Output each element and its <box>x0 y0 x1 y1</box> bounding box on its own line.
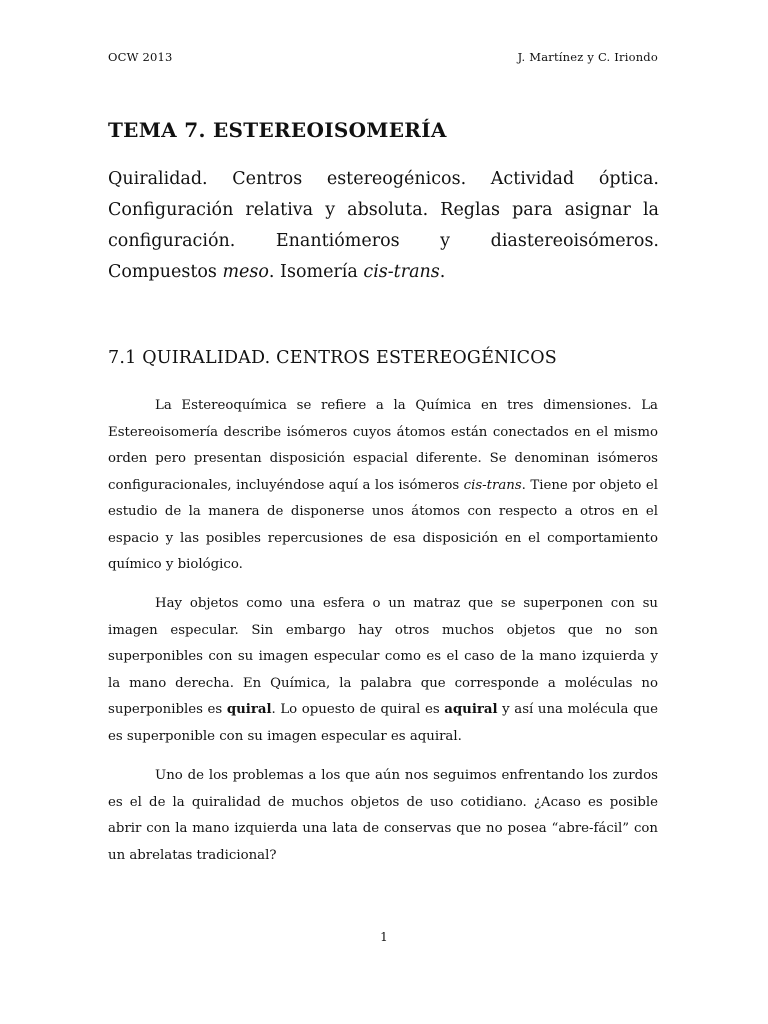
chapter-intro <box>108 164 659 288</box>
term-quiral: quiral <box>226 702 272 717</box>
page-number: 1 <box>380 930 388 944</box>
section-heading: 7.1 QUIRALIDAD. CENTROS ESTEREOGÉNICOS <box>108 348 557 368</box>
intro-segment-italic: cis-trans <box>363 262 440 282</box>
paragraph-segment: Uno de los problemas a los que aún nos seguimos enfrentando los zurdos es el de la quiralidad de muchos objetos de uso cotidiano. ¿Acaso es posible abrir con la mano izquierda una lata de conservas que no posea “abre-fácil” con un abrelatas tradicional? <box>108 768 658 863</box>
paragraph-segment: . Lo opuesto de quiral es <box>271 702 445 717</box>
paragraph-segment: Hay objetos como una esfera o un matraz que se superponen con su imagen especular. Sin embargo hay otros muchos objetos que no son superponibles con su imagen especular como es el caso de la mano izquierda y la mano derecha. En Química, la palabra que corresponde a moléculas no superponibles es <box>108 596 658 717</box>
body-paragraph <box>108 591 658 750</box>
running-header <box>108 50 658 66</box>
paragraph-segment: y así una molécula que es superponible con su imagen especular es aquiral. <box>108 702 659 744</box>
body-paragraph <box>108 763 658 869</box>
intro-segment: . Isomería <box>268 262 364 282</box>
header-course-label: OCW 2013 <box>108 50 173 64</box>
body-paragraph <box>108 393 658 579</box>
chapter-title: TEMA 7. ESTEREOISOMERÍA <box>108 118 447 142</box>
paragraph-segment-italic: cis-trans <box>463 477 522 493</box>
intro-segment-italic: meso <box>222 262 269 282</box>
paragraph-segment: La Estereoquímica se refiere a la Química en tres dimensiones. La Estereoisomería describe isómeros cuyos átomos están conectados en el mismo orden pero presentan disposición espacial diferente. Se denominan isómeros configuracionales, incluyéndose aquí a los isómeros <box>108 398 658 493</box>
paragraph-segment: . Tiene por objeto el estudio de la manera de disponerse unos átomos con respecto a otros en el espacio y las posibles repercusiones de esa disposición en el comportamiento químico y biológico. <box>108 477 658 572</box>
intro-segment: . <box>439 262 446 282</box>
intro-segment: Quiralidad. Centros estereogénicos. Actividad óptica. Configuración relativa y absoluta. Reglas para asignar la configuración. Enantiómeros y diastereoisómeros. Compuestos <box>108 169 659 282</box>
header-authors: J. Martínez y C. Iriondo <box>517 50 658 64</box>
term-aquiral: aquiral <box>444 702 498 717</box>
